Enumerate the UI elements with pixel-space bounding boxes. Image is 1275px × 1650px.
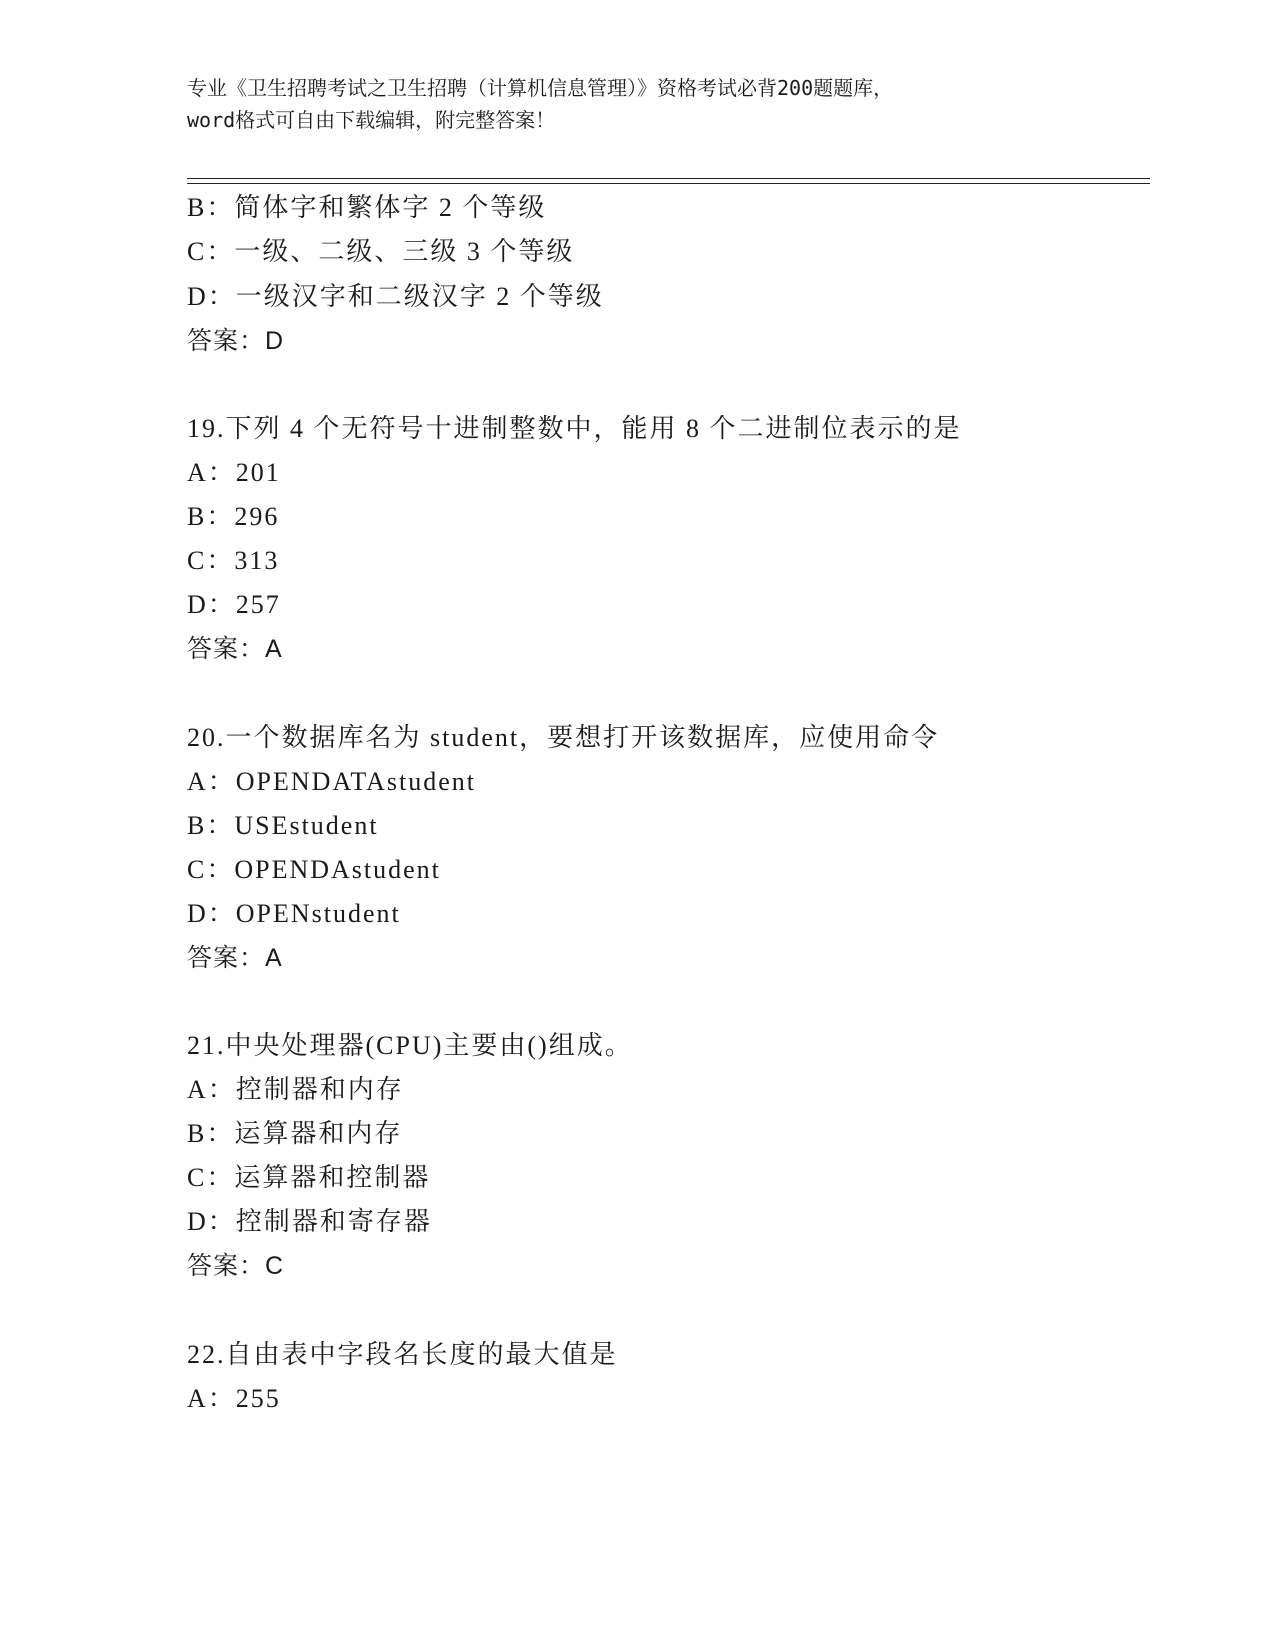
question-stem: 19.下列 4 个无符号十进制整数中，能用 8 个二进制位表示的是: [187, 414, 962, 443]
option-b: B：USEstudent: [187, 811, 379, 840]
header-line-2: word格式可自由下载编辑，附完整答案！: [187, 108, 556, 132]
answer: 答案：A: [187, 635, 283, 663]
answer: 答案：C: [187, 1252, 285, 1280]
option-d: D：一级汉字和二级汉字 2 个等级: [187, 282, 604, 311]
option-a: A：255: [187, 1384, 281, 1413]
header-divider-bottom: [187, 183, 1150, 184]
document-header: [187, 72, 1067, 136]
question-stem: 20.一个数据库名为 student，要想打开该数据库，应使用命令: [187, 723, 940, 752]
option-d: D：控制器和寄存器: [187, 1207, 432, 1236]
option-c: C：运算器和控制器: [187, 1163, 431, 1192]
question-stem: 22.自由表中字段名长度的最大值是: [187, 1340, 618, 1369]
option-a: A：控制器和内存: [187, 1075, 404, 1104]
answer: 答案：D: [187, 327, 285, 355]
option-b: B：296: [187, 502, 280, 531]
answer: 答案：A: [187, 944, 283, 972]
option-c: C：313: [187, 546, 280, 575]
option-a: A：201: [187, 458, 281, 487]
option-a: A：OPENDATAstudent: [187, 767, 477, 796]
option-c: C：OPENDAstudent: [187, 855, 441, 884]
option-d: D：257: [187, 590, 281, 619]
header-line-1: 专业《卫生招聘考试之卫生招聘（计算机信息管理）》资格考试必背200题题库，: [187, 76, 894, 100]
option-b: B：简体字和繁体字 2 个等级: [187, 193, 547, 222]
option-d: D：OPENstudent: [187, 899, 401, 928]
option-b: B：运算器和内存: [187, 1119, 403, 1148]
question-stem: 21.中央处理器(CPU)主要由()组成。: [187, 1031, 633, 1060]
header-divider-top: [187, 178, 1150, 179]
option-c: C：一级、二级、三级 3 个等级: [187, 237, 575, 266]
